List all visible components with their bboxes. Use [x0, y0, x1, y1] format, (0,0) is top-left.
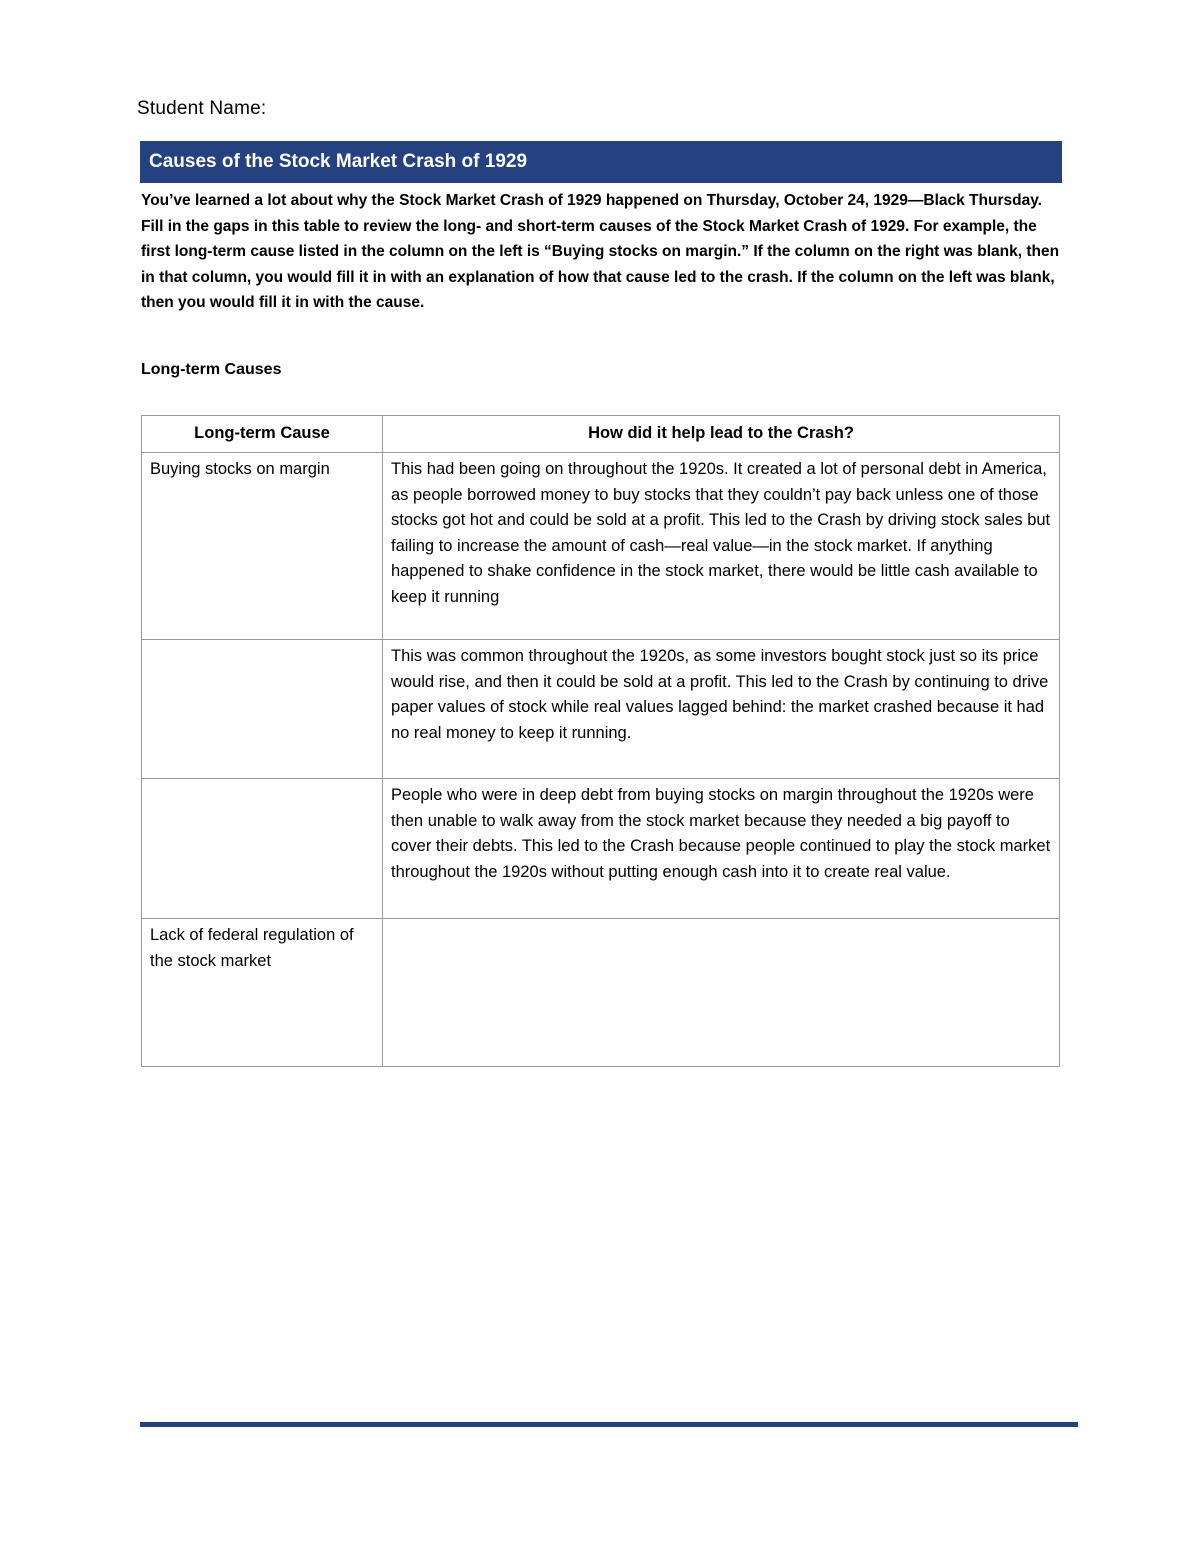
page-title: Causes of the Stock Market Crash of 1929 [149, 151, 528, 172]
table-row [142, 640, 1060, 779]
table-header-row [142, 416, 1060, 453]
section-heading-long-term: Long-term Causes [141, 361, 282, 378]
cause-cell[interactable] [142, 640, 383, 779]
column-header-effect: How did it help lead to the Crash? [383, 416, 1060, 453]
table-row [142, 919, 1060, 1067]
intro-paragraph: You’ve learned a lot about why the Stock Market Crash of 1929 happened on Thursday, October 24, 1929—Black Thursday. Fill in the gaps in this table to review the long- and short-term causes of the Stock Market Crash of 1929. For example, the first long-term cause listed in the column on the left is “Buying stocks on margin.” If the column on the right was blank, then in that column, you would fill it in with an explanation of how that cause led to the crash. If the column on the left was blank, then you would fill it in with the cause. [141, 192, 1060, 311]
cause-cell[interactable]: Lack of federal regulation of the stock market [142, 919, 383, 1067]
table-row [142, 779, 1060, 919]
footer-divider [140, 1422, 1078, 1427]
table-row [142, 453, 1060, 640]
effect-cell[interactable] [383, 919, 1060, 1067]
student-name-label: Student Name: [137, 98, 267, 119]
cause-cell[interactable]: Buying stocks on margin [142, 453, 383, 640]
long-term-causes-table [141, 415, 1060, 1067]
effect-cell[interactable]: This was common throughout the 1920s, as some investors bought stock just so its price would rise, and then it could be sold at a profit. This led to the Crash by continuing to drive paper values of stock while real values lagged behind: the market crashed because it had no real money to keep it running. [383, 640, 1060, 779]
column-header-cause: Long-term Cause [142, 416, 383, 453]
effect-cell[interactable]: This had been going on throughout the 1920s. It created a lot of personal debt in America, as people borrowed money to buy stocks that they couldn’t pay back unless one of those stocks got hot and could be sold at a profit. This led to the Crash by driving stock sales but failing to increase the amount of cash—real value—in the stock market. If anything happened to shake confidence in the stock market, there would be little cash available to keep it running [383, 453, 1060, 640]
effect-cell[interactable]: People who were in deep debt from buying stocks on margin throughout the 1920s were then unable to walk away from the stock market because they needed a big payoff to cover their debts. This led to the Crash because people continued to play the stock market throughout the 1920s without putting enough cash into it to create real value. [383, 779, 1060, 919]
cause-cell[interactable] [142, 779, 383, 919]
title-banner [140, 141, 1062, 183]
